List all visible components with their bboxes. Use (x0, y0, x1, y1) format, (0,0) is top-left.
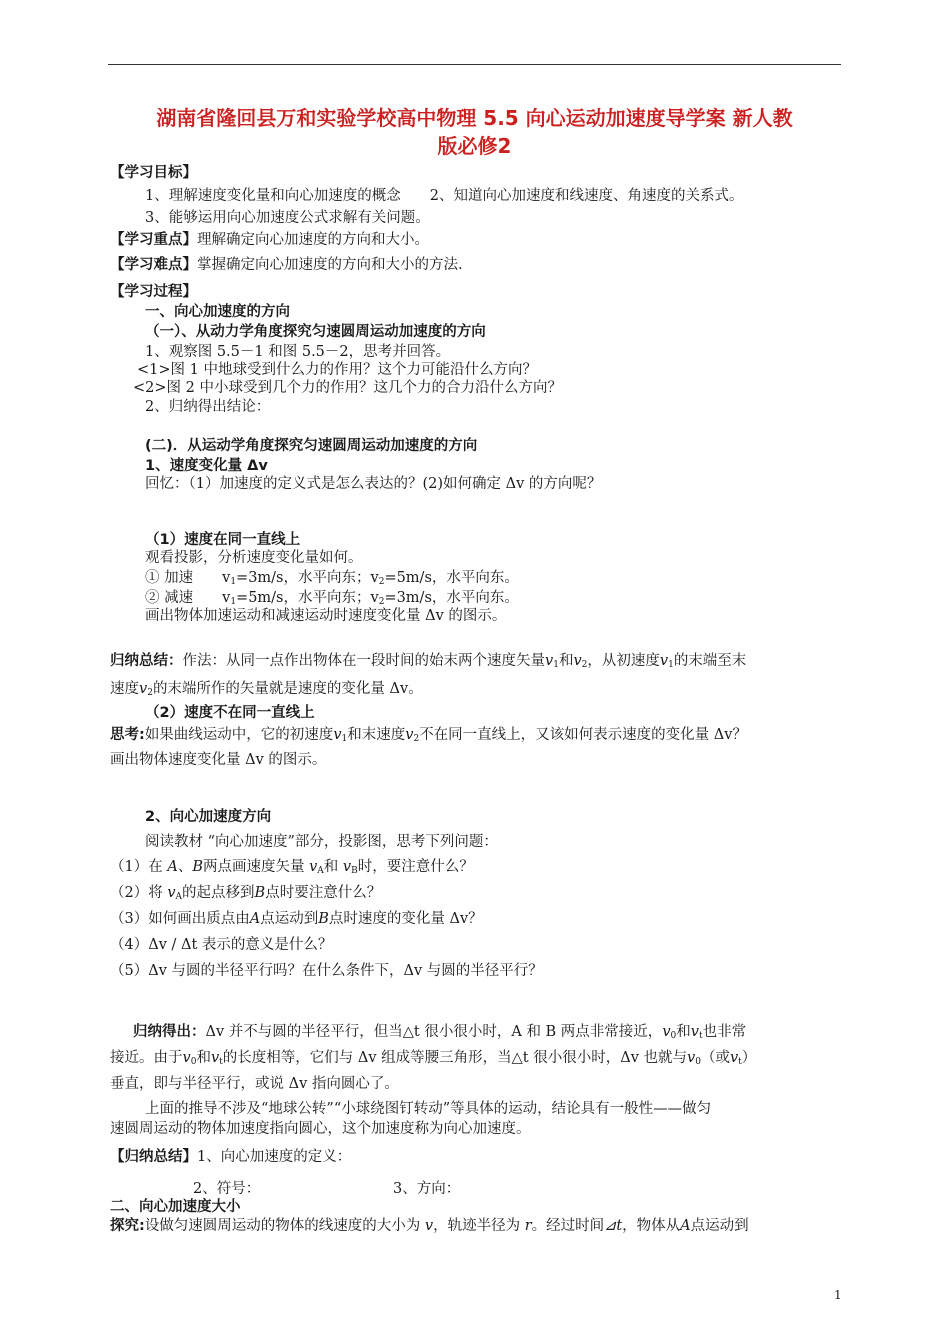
summary-1-text-d: 的末端至末 (673, 653, 747, 669)
problem-1 (110, 857, 474, 881)
summary-1-text-e: 速度 (110, 681, 139, 697)
symbol-vtc: v (729, 1050, 739, 1066)
sub-0b: 0 (190, 1057, 197, 1067)
summary-1-heading: 归纳总结： (110, 653, 183, 669)
p1-b: 、 (177, 859, 193, 875)
page-number: 1 (834, 1288, 842, 1302)
velocity-change-title: 1、速度变化量 Δv (145, 458, 268, 474)
conclusion-prompt: 2、归纳得出结论： (145, 399, 271, 415)
decel-text-c: =3m/s，水平向东。 (384, 590, 519, 606)
decel-text-b: =5m/s，水平向东；v (236, 590, 379, 606)
symbol-vA: v (309, 859, 318, 875)
accel-text-a: ① 加速 v (145, 570, 231, 586)
symbol-vtb: v (210, 1050, 220, 1066)
symbol-delta-t: ⊿t (604, 1218, 623, 1234)
symbol-v1: v (545, 653, 554, 669)
think-text-a: 如果曲线运动中，它的初速度 (144, 727, 334, 743)
p2-a: （2）将 (110, 885, 168, 901)
goals-item-2: 3、能够运用向心加速度公式求解有关问题。 (145, 210, 430, 226)
decel-text-a: ② 减速 v (145, 590, 231, 606)
difficulty-text: 掌握确定向心加速度的方向和大小的方法. (197, 257, 463, 273)
summary-1-text-b: 和 (558, 653, 574, 669)
subsection-2-title: (二)．从运动学角度探究匀速圆周运动加速度的方向 (145, 438, 478, 454)
question-2: <2>图 2 中小球受到几个力的作用？这几个力的合力沿什么方向？ (133, 380, 562, 396)
problem-4: （4）Δv / Δt 表示的意义是什么？ (110, 937, 333, 953)
point-A-explore: A (680, 1218, 691, 1234)
sub-0: 0 (670, 1031, 677, 1041)
key-point-heading: 【学习重点】 (110, 232, 197, 248)
goals-item-1: 1、理解速度变化量和向心加速度的概念 2、知道向心加速度和线速度、角速度的关系式。 (145, 188, 744, 204)
symbol-v-speed: v (424, 1218, 434, 1234)
symbol-r: r (524, 1218, 532, 1234)
p3-a: （3）如何画出质点由 (110, 911, 250, 927)
sub-t: t (698, 1031, 703, 1041)
question-1: <1>图 1 中地球受到什么力的作用？这个力可能沿什么方向？ (137, 362, 537, 378)
draw-diagram-1: 画出物体加速运动和减速运动时速度变化量 Δv 的图示。 (145, 608, 507, 624)
der2-b: 和 (196, 1050, 211, 1066)
title-line-1: 湖南省隆回县万和实验学校高中物理 5.5 向心运动加速度导学案 新人教 (156, 106, 793, 130)
point-A3: A (249, 911, 261, 927)
symbol-v0c: v (687, 1050, 696, 1066)
symbol-v0b: v (182, 1050, 191, 1066)
sub-B: B (351, 866, 358, 876)
sub-1: 1 (553, 660, 559, 670)
point-A: A (167, 859, 178, 875)
point-B: B (192, 859, 203, 875)
symbol-vB: v (342, 859, 352, 875)
symbol-v1c: v (333, 727, 342, 743)
summary-1-line-2 (110, 679, 423, 703)
sub-1b: 1 (668, 660, 674, 670)
recall-question: 回忆：（1）加速度的定义式是怎么表达的？(2)如何确定 Δv 的方向呢？ (145, 476, 602, 492)
header-rule (108, 64, 841, 65)
think-text-b: 和末速度 (347, 727, 406, 743)
sub-1c: 1 (341, 734, 348, 744)
generalization-line-1: 上面的推导不涉及“地球公转”“小球绕图钉转动”等具体的运动，结论具有一般性——做匀 (145, 1101, 712, 1117)
reading-instruction: 阅读教材 “向心加速度”部分，投影图，思考下列问题： (145, 834, 498, 850)
der2-a: 接近。由于 (110, 1050, 183, 1066)
think-line (110, 725, 747, 749)
symbol-v2c: v (405, 727, 414, 743)
draw-diagram-2: 画出物体速度变化量 Δv 的图示。 (110, 752, 327, 768)
title-line-2: 版必修2 (437, 134, 512, 158)
derivation-line-1 (133, 1022, 746, 1046)
p1-a: （1）在 (110, 859, 168, 875)
observe-figures: 1、观察图 5.5－1 和图 5.5－2，思考并回答。 (145, 344, 451, 360)
der2-e: ） (741, 1050, 757, 1066)
p3-c: 点时速度的变化量 Δv？ (328, 911, 483, 927)
der1-c: 也非常 (702, 1024, 747, 1040)
summary-1-text-c: ，从初速度 (587, 653, 660, 669)
sub-A: A (317, 866, 324, 876)
not-same-line-title: （2）速度不在同一直线上 (145, 705, 315, 721)
p1-c: 两点画速度矢量 (202, 859, 310, 875)
p2-b: 的起点移到 (182, 885, 255, 901)
sub-0c: 0 (695, 1057, 701, 1067)
p2-c: 点时要注意什么？ (265, 885, 382, 901)
decel-sub-1: 1 (230, 597, 237, 607)
p3-b: 点运动到 (260, 911, 319, 927)
explore-e: 点运动到 (690, 1218, 749, 1234)
accel-sub-2: 2 (378, 577, 385, 587)
explore-c: 。经过时间 (531, 1218, 605, 1234)
summary-1-text-a: 作法：从同一点作出物体在一段时间的始末两个速度矢量 (182, 653, 545, 669)
sub-A2: A (175, 892, 183, 902)
explore-heading: 探究: (110, 1218, 145, 1234)
summary-2-definition: 1、向心加速度的定义： (197, 1149, 352, 1165)
goals-heading: 【学习目标】 (110, 165, 197, 181)
generalization-line-2: 速圆周运动的物体加速度指向圆心，这个加速度称为向心加速度。 (110, 1121, 531, 1137)
summary-1-line-1 (110, 651, 746, 675)
explore-line (110, 1216, 749, 1236)
point-B2: B (254, 885, 266, 901)
key-point (110, 230, 429, 250)
sub-2c: 2 (413, 734, 420, 744)
accel-text-c: =5m/s，水平向东。 (384, 570, 519, 586)
derivation-line-3: 垂直，即与半径平行，或说 Δv 指向圆心了。 (110, 1076, 399, 1092)
explore-d: ，物体从 (622, 1218, 681, 1234)
centripetal-direction-title: 2、向心加速度方向 (145, 809, 272, 825)
point-B3: B (318, 911, 329, 927)
summary-1-text-f: 的末端所作的矢量就是速度的变化量 Δv。 (152, 681, 423, 697)
summary-2-line-1 (110, 1147, 351, 1167)
symbol-v0: v (662, 1024, 671, 1040)
p1-e: 时，要注意什么？ (357, 859, 474, 875)
der1-b: 和 (676, 1024, 691, 1040)
problem-2 (110, 883, 381, 907)
derivation-line-2 (110, 1048, 756, 1072)
difficulty (110, 255, 463, 275)
der2-c: 的长度相等，它们与 Δv 组成等腰三角形，当△t 很小很小时，Δv 也就与 (222, 1050, 688, 1066)
summary-2-symbol: 2、符号： (193, 1181, 261, 1197)
sub-2b: 2 (147, 688, 153, 698)
accel-sub-1: 1 (230, 577, 237, 587)
symbol-vA2: v (167, 885, 176, 901)
derivation-heading: 归纳得出： (133, 1024, 206, 1040)
sub-tb: t (219, 1057, 223, 1067)
think-text-c: 不在同一直线上，又该如何表示速度的变化量 Δv？ (419, 727, 747, 743)
symbol-vt: v (690, 1024, 699, 1040)
sub-2: 2 (581, 660, 588, 670)
section-2-title: 二、向心加速度大小 (110, 1199, 241, 1215)
symbol-v2b: v (139, 681, 148, 697)
section-1-title: 一、向心加速度的方向 (145, 304, 290, 320)
problem-3 (110, 909, 483, 929)
decel-sub-2: 2 (378, 597, 385, 607)
subsection-1-title: （一）、从动力学角度探究匀速圆周运动加速度的方向 (145, 324, 486, 340)
explore-b: ，轨迹半径为 (433, 1218, 525, 1234)
process-heading: 【学习过程】 (110, 284, 197, 300)
symbol-v2: v (573, 653, 582, 669)
summary-2-direction: 3、方向： (393, 1181, 461, 1197)
symbol-v1b: v (659, 653, 669, 669)
p1-d: 和 (323, 859, 343, 875)
difficulty-heading: 【学习难点】 (110, 257, 197, 273)
think-heading: 思考: (110, 727, 145, 743)
summary-2-heading: 【归纳总结】 (110, 1149, 197, 1165)
same-line-title: （1）速度在同一直线上 (145, 532, 301, 548)
explore-a: 设做匀速圆周运动的物体的线速度的大小为 (144, 1218, 425, 1234)
problem-5: （5）Δv 与圆的半径平行吗？在什么条件下，Δv 与圆的半径平行？ (110, 963, 543, 979)
key-point-text: 理解确定向心加速度的方向和大小。 (197, 232, 429, 248)
watch-projection: 观看投影，分析速度变化量如何。 (145, 550, 363, 566)
der1-a: Δv 并不与圆的半径平行，但当△t 很小很小时，A 和 B 两点非常接近， (205, 1024, 663, 1040)
sub-tc: t (738, 1057, 742, 1067)
accel-text-b: =3m/s，水平向东；v (236, 570, 379, 586)
der2-d: （或 (700, 1050, 730, 1066)
